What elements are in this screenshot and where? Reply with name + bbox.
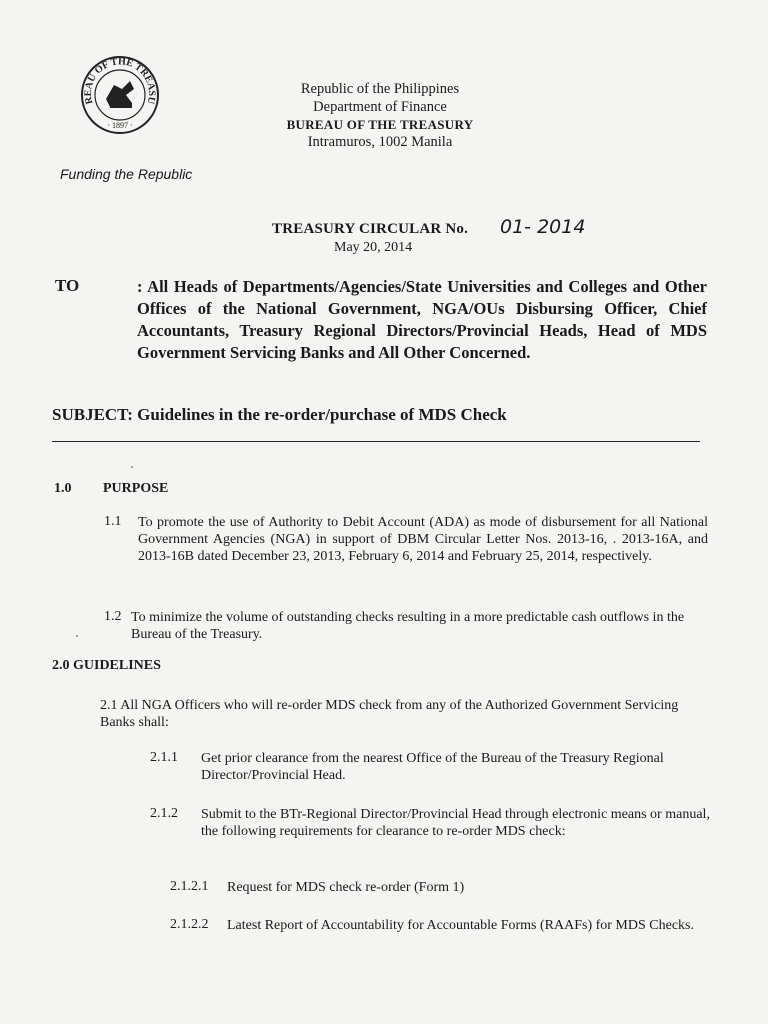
to-label: TO: [55, 276, 80, 295]
header-bureau: BUREAU OF THE TREASURY: [286, 117, 474, 132]
scan-speck: [131, 466, 133, 468]
item-1-2-text: To minimize the volume of outstanding checks resulting in a more predictable cash outflows in the Bureau of the Treasury.: [131, 610, 685, 642]
item-2-1-intro: 2.1 All NGA Officers who will re-order MDS check from any of the Authorized Government Servicing Banks shall:: [100, 698, 679, 730]
item-2-1-2-1-number: 2.1.2.1: [170, 879, 209, 894]
section-1-number: 1.0: [54, 481, 72, 496]
to-recipients: : All Heads of Departments/Agencies/State Universities and Colleges and Other Offices of the National Government, NGA/OUs Disbursing Officer, Chief Accountants, Treasury Regional Directors/Provincial Heads, Head of MDS Government Servicing Banks and All Other Concerned.: [137, 277, 707, 362]
subject-label: SUBJECT: [52, 405, 128, 424]
subject-text: : Guidelines in the re-order/purchase of MDS Check: [127, 405, 507, 424]
item-2-1-2-1-text: Request for MDS check re-order (Form 1): [227, 880, 465, 895]
subject-divider: [52, 441, 700, 442]
svg-text:BUREAU OF THE TREASURY: REAU OF THE TREASU: [82, 56, 158, 106]
item-2-1-2-number: 2.1.2: [150, 806, 178, 821]
svg-text:· 1897 ·: · 1897 ·: [107, 121, 133, 130]
item-1-1-number: 1.1: [104, 514, 122, 529]
subject-line: [52, 405, 507, 425]
item-2-1-1-text: Get prior clearance from the nearest Office of the Bureau of the Treasury Regional Director/Provincial Head.: [201, 751, 664, 783]
header-address: Intramuros, 1002 Manila: [307, 134, 453, 150]
section-2-heading: 2.0 GUIDELINES: [52, 658, 161, 673]
section-1-title: PURPOSE: [103, 481, 169, 496]
tagline: Funding the Republic: [60, 166, 193, 182]
circular-date: May 20, 2014: [334, 240, 413, 255]
item-2-1-2-2-text: Latest Report of Accountability for Accountable Forms (RAAFs) for MDS Checks.: [227, 918, 694, 933]
item-1-1-text: To promote the use of Authority to Debit Account (ADA) as mode of disbursement for all National Government Agencies (NGA) in support of DBM Circular Letter Nos. 2013-16, . 2013-16A, and 2013-16B dated December 23, 2013, February 6, 2014 and February 25, 2014, respectively.: [138, 515, 708, 564]
header-department: Department of Finance: [313, 99, 447, 115]
circular-title: TREASURY CIRCULAR No.: [272, 221, 469, 237]
scan-speck: [76, 635, 78, 637]
bureau-seal-logo: [80, 55, 160, 135]
item-2-1-2-2-number: 2.1.2.2: [170, 917, 209, 932]
item-2-1-1-number: 2.1.1: [150, 750, 178, 765]
item-2-1-2-text: Submit to the BTr-Regional Director/Provincial Head through electronic means or manual, the following requirements for clearance to re-order MDS check:: [201, 807, 710, 839]
header-republic: Republic of the Philippines: [300, 81, 460, 97]
item-1-2-number: 1.2: [104, 609, 122, 624]
circular-number-handwritten: 01- 2014: [500, 216, 586, 238]
